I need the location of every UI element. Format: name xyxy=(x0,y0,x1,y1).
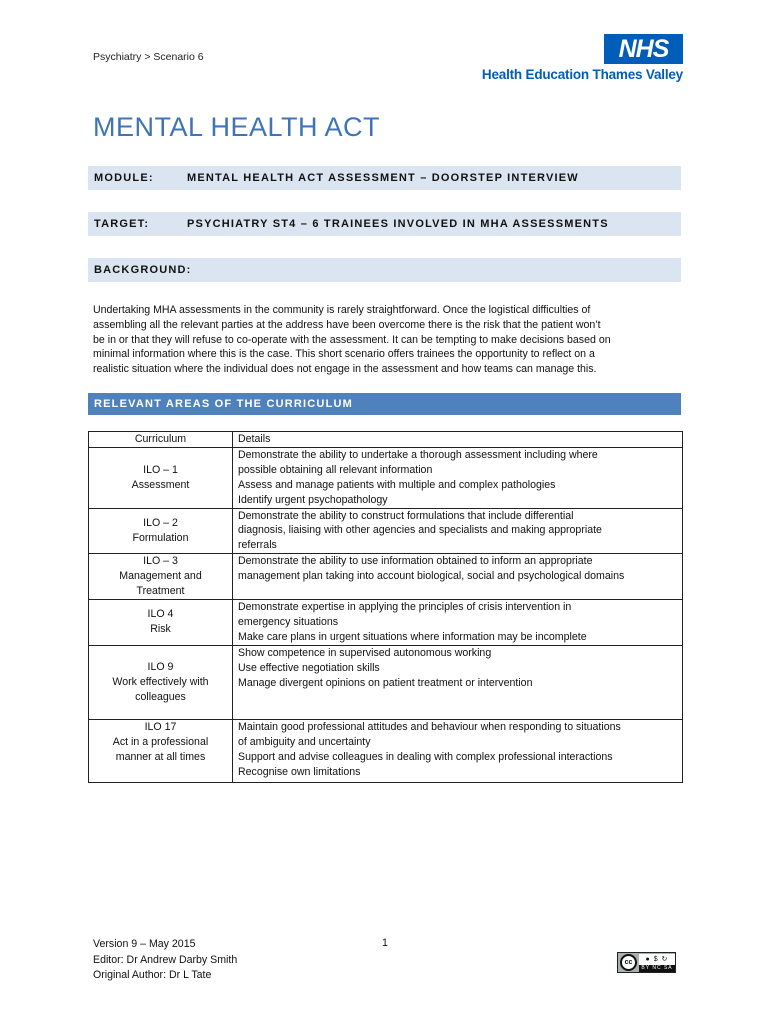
table-row xyxy=(89,508,683,554)
ilo-line: ILO 17 xyxy=(144,721,177,734)
cc-icon: cc xyxy=(620,954,637,971)
ilo-cell xyxy=(89,447,233,508)
background-paragraph xyxy=(93,303,683,377)
column-header-curriculum: Curriculum xyxy=(89,432,233,448)
details-line: management plan taking into account biological, social and psychological domains xyxy=(238,570,625,583)
column-header-details: Details xyxy=(233,432,683,448)
table-row xyxy=(89,554,683,600)
page-number: 1 xyxy=(382,937,388,949)
ilo-line: ILO 4 xyxy=(147,608,174,621)
details-line: possible obtaining all relevant information xyxy=(238,463,433,476)
ilo-line: colleagues xyxy=(135,691,186,703)
module-band xyxy=(88,166,681,190)
by-nc-sa-icon: ● $ ↻ xyxy=(639,954,675,965)
ilo-line: Assessment xyxy=(131,478,190,491)
ilo-cell xyxy=(89,554,233,600)
table-header-row xyxy=(89,432,683,448)
details-line: Manage divergent opinions on patient treatment or intervention xyxy=(238,676,533,689)
ilo-line: ILO 9 xyxy=(147,661,174,674)
license-terms: BY NC SA xyxy=(639,965,675,972)
creative-commons-license-badge xyxy=(617,952,676,973)
curriculum-table xyxy=(88,431,683,783)
footer-editor: Editor: Dr Andrew Darby Smith xyxy=(93,953,238,966)
nhs-logo-mark: NHS xyxy=(604,34,683,64)
ilo-line: Treatment xyxy=(136,585,185,598)
ilo-cell xyxy=(89,508,233,554)
ilo-line: ILO – 2 xyxy=(143,516,178,529)
ilo-cell xyxy=(89,599,233,645)
document-title: MENTAL HEALTH ACT xyxy=(93,112,381,142)
details-cell xyxy=(233,645,683,720)
background-label: BACKGROUND: xyxy=(94,264,192,276)
background-line: assembling all the relevant parties at the address have been overcome there is the risk that the patient won’t xyxy=(93,318,601,331)
ilo-line: manner at all times xyxy=(115,751,206,764)
footer-version: Version 9 – May 2015 xyxy=(93,938,196,950)
target-label: TARGET: xyxy=(94,218,150,230)
details-line: diagnosis, liaising with other agencies and specialists and making appropriate xyxy=(238,524,602,537)
details-cell xyxy=(233,599,683,645)
ilo-cell xyxy=(89,720,233,783)
background-line: Undertaking MHA assessments in the community is rarely straightforward. Once the logistical difficulties of xyxy=(93,304,591,316)
details-line: Support and advise colleagues in dealing with complex professional interactions xyxy=(238,751,613,764)
details-line: emergency situations xyxy=(238,615,339,628)
details-line: Assess and manage patients with multiple and complex pathologies xyxy=(238,478,556,491)
details-line: Demonstrate the ability to undertake a thorough assessment including where xyxy=(238,448,598,461)
details-line: Demonstrate the ability to construct formulations that include differential xyxy=(238,509,574,522)
table-row xyxy=(89,720,683,783)
target-band xyxy=(88,212,681,236)
details-line: Maintain good professional attitudes and behaviour when responding to situations xyxy=(238,721,621,734)
details-cell xyxy=(233,447,683,508)
ilo-line: Act in a professional xyxy=(112,736,209,749)
ilo-line: Formulation xyxy=(132,531,189,544)
nhs-logo xyxy=(450,34,683,86)
background-band xyxy=(88,258,681,282)
footer-author: Original Author: Dr L Tate xyxy=(93,969,212,982)
details-line: Recognise own limitations xyxy=(238,766,361,779)
footer-info xyxy=(93,937,237,984)
details-line: referrals xyxy=(238,539,277,552)
module-value: MENTAL HEALTH ACT ASSESSMENT – DOORSTEP INTERVIEW xyxy=(187,172,579,184)
details-cell xyxy=(233,508,683,554)
details-cell xyxy=(233,554,683,600)
details-line: Use effective negotiation skills xyxy=(238,661,380,674)
module-label: MODULE: xyxy=(94,172,154,184)
ilo-line: ILO – 3 xyxy=(143,555,178,568)
details-line: Identify urgent psychopathology xyxy=(238,493,388,506)
curriculum-heading: RELEVANT AREAS OF THE CURRICULUM xyxy=(88,393,681,415)
background-line: minimal information where this is the case. This short scenario offers trainees the opportunity to reflect on a xyxy=(93,348,595,361)
ilo-cell xyxy=(89,645,233,720)
ilo-line: Risk xyxy=(150,623,171,636)
breadcrumb: Psychiatry > Scenario 6 xyxy=(93,51,204,63)
ilo-line: ILO – 1 xyxy=(143,463,178,476)
background-line: realistic situation where the individual does not engage in the assessment and how teams can manage this. xyxy=(93,363,597,376)
target-value: PSYCHIATRY ST4 – 6 TRAINEES INVOLVED IN MHA ASSESSMENTS xyxy=(187,218,609,230)
ilo-line: Work effectively with xyxy=(112,676,209,689)
details-line: Make care plans in urgent situations where information may be incomplete xyxy=(238,630,587,643)
ilo-line: Management and xyxy=(119,570,202,583)
table-row xyxy=(89,599,683,645)
details-line: Demonstrate expertise in applying the principles of crisis intervention in xyxy=(238,600,572,613)
background-line: be in or that they will refuse to co-operate with the assessment. It can be tempting to make decisions based on xyxy=(93,333,611,346)
details-line: of ambiguity and uncertainty xyxy=(238,736,371,749)
details-line: Demonstrate the ability to use information obtained to inform an appropriate xyxy=(238,555,593,568)
details-cell xyxy=(233,720,683,783)
table-row xyxy=(89,447,683,508)
details-line: Show competence in supervised autonomous working xyxy=(238,646,492,659)
nhs-logo-subtitle: Health Education Thames Valley xyxy=(481,67,683,82)
table-row xyxy=(89,645,683,720)
